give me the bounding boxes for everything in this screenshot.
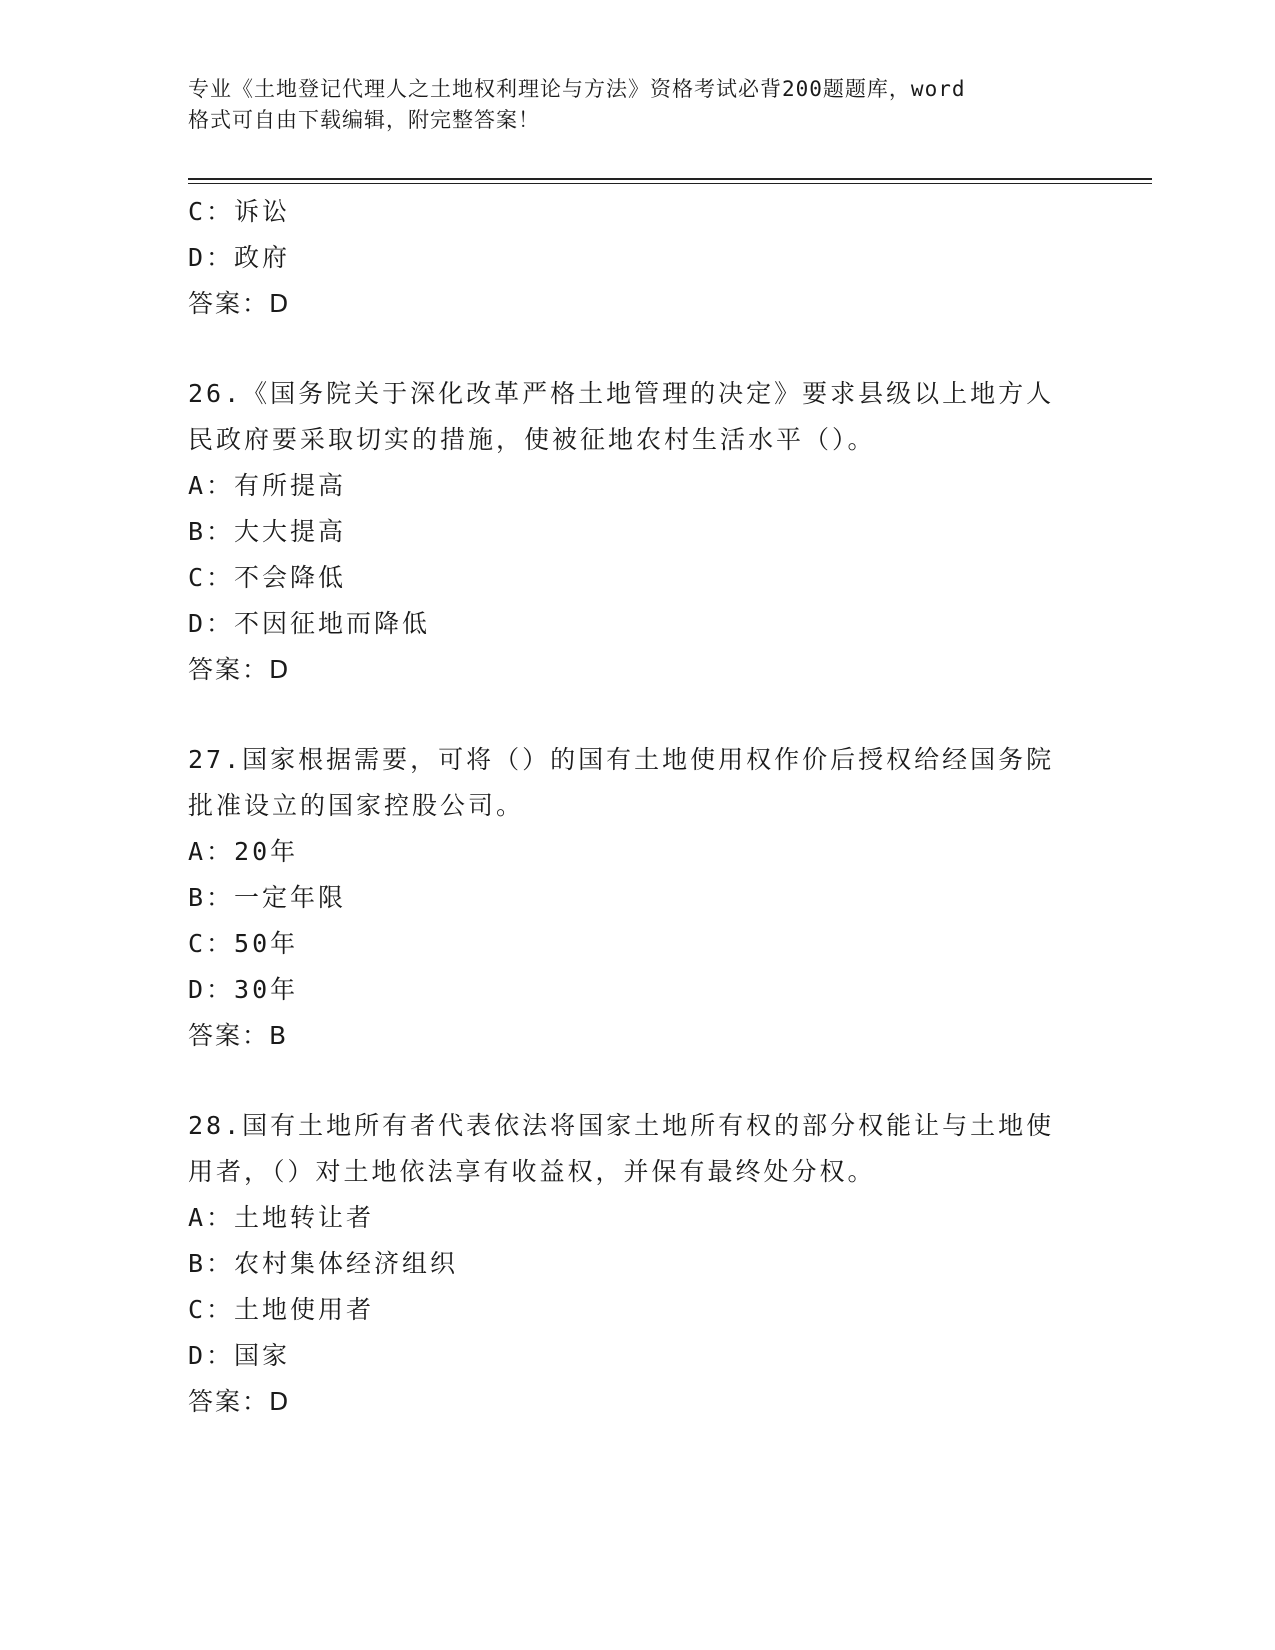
question-25 xyxy=(188,189,1088,327)
question-26 xyxy=(188,371,1088,693)
q28-option-d: D：国家 xyxy=(188,1341,291,1370)
q27-stem-line-1: 27.国家根据需要，可将（）的国有土地使用权作价后授权给经国务院 xyxy=(188,745,1055,774)
q26-option-b: B：大大提高 xyxy=(188,517,347,546)
q25-option-d: D：政府 xyxy=(188,243,291,272)
q26-answer: 答案：D xyxy=(188,655,291,684)
q25-answer: 答案：D xyxy=(188,289,291,318)
document-header xyxy=(188,74,1068,136)
spacer xyxy=(188,1059,1088,1103)
q27-answer: 答案：B xyxy=(188,1021,289,1050)
q27-option-a: A：20年 xyxy=(188,837,299,866)
q28-option-b: B：农村集体经济组织 xyxy=(188,1249,459,1278)
q25-option-c: C：诉讼 xyxy=(188,197,291,226)
header-title-line-1: 专业《土地登记代理人之土地权利理论与方法》资格考试必背200题题库，word xyxy=(188,77,966,101)
q27-option-b: B：一定年限 xyxy=(188,883,347,912)
header-title-line-2: 格式可自由下载编辑，附完整答案！ xyxy=(188,108,540,132)
question-27 xyxy=(188,737,1088,1059)
q28-stem-line-1: 28.国有土地所有者代表依法将国家土地所有权的部分权能让与土地使 xyxy=(188,1111,1055,1140)
q26-stem-line-1: 26.《国务院关于深化改革严格土地管理的决定》要求县级以上地方人 xyxy=(188,379,1055,408)
q28-option-c: C：土地使用者 xyxy=(188,1295,375,1324)
q27-option-d: D：30年 xyxy=(188,975,299,1004)
q28-stem-line-2: 用者，（）对土地依法享有收益权，并保有最终处分权。 xyxy=(188,1157,876,1186)
spacer xyxy=(188,327,1088,371)
q26-option-c: C：不会降低 xyxy=(188,563,347,592)
header-divider-thick xyxy=(188,178,1152,180)
header-divider-thin xyxy=(188,183,1152,184)
spacer xyxy=(188,693,1088,737)
q27-stem-line-2: 批准设立的国家控股公司。 xyxy=(188,791,525,820)
q28-option-a: A：土地转让者 xyxy=(188,1203,375,1232)
q26-option-a: A：有所提高 xyxy=(188,471,347,500)
question-list xyxy=(188,189,1088,1425)
q26-stem-line-2: 民政府要采取切实的措施，使被征地农村生活水平（）。 xyxy=(188,425,876,454)
q27-option-c: C：50年 xyxy=(188,929,299,958)
q26-option-d: D：不因征地而降低 xyxy=(188,609,431,638)
q28-answer: 答案：D xyxy=(188,1387,291,1416)
question-28 xyxy=(188,1103,1088,1425)
